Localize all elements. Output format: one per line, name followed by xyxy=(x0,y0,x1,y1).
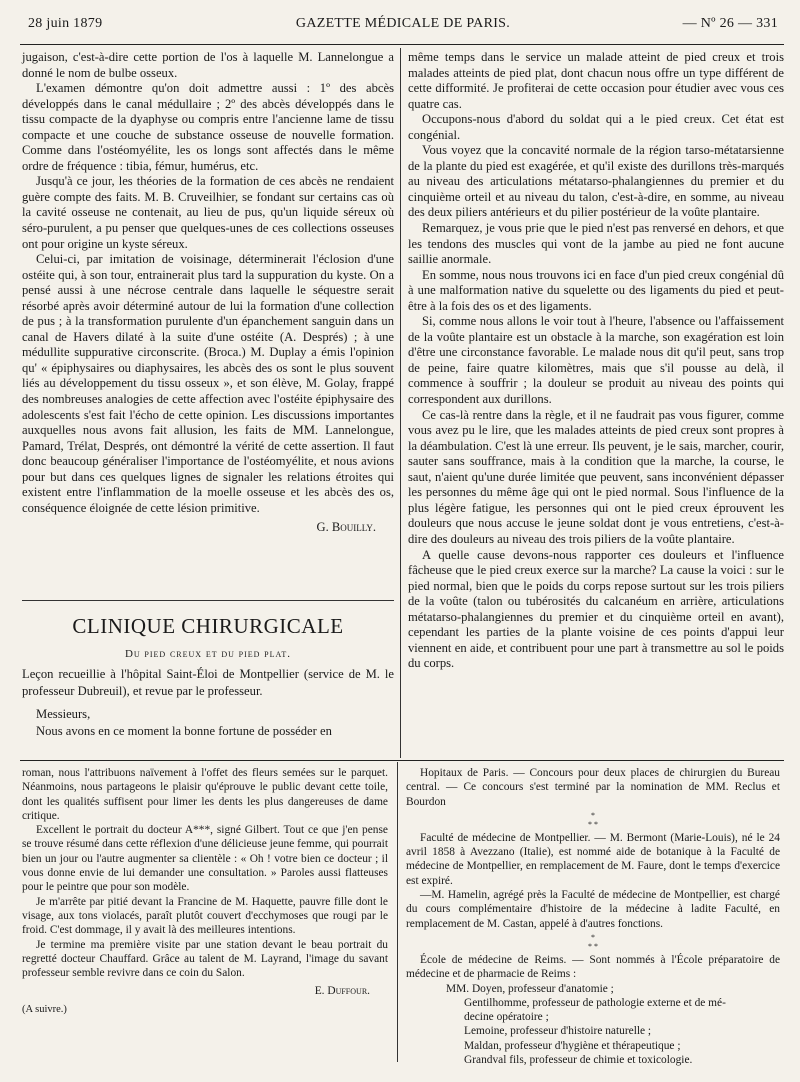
section-title: CLINIQUE CHIRURGICALE xyxy=(72,614,344,638)
paragraph: même temps dans le service un malade atteint de pied creux et trois malades atteints de pied plat, dont chacun nous offre un type différent de cette difformité. Je profiterai de cette occasion pour étudier avec vous ces quatre cas. xyxy=(408,50,784,111)
list-item: decine opératoire ; xyxy=(464,1011,549,1024)
paragraph: Si, comme nous allons le voir tout à l'heure, l'absence ou l'affaissement de la voûte plantaire est un obstacle à la marche, son exagération est loin d'être une circonstance favorable. Le malade nous dit qu'il peut, sans trop de peine, faire quatre kilomètres, mais que s'il pousse au delà, il commence à souffrir ; la douleur se produit au niveau des points qui correspondent aux durillons. xyxy=(408,314,784,407)
news-item: Hopitaux de Paris. — Concours pour deux places de chirurgien du Bureau central. — Ce concours s'est terminé par la nomination de MM. Reclus et Bourdon xyxy=(406,767,780,808)
column-rule xyxy=(397,762,398,1062)
news-item: —M. Hamelin, agrégé près la Faculté de médecine de Montpellier, est chargé du cours complémentaire d'histoire de la médecine à ladite Faculté, en remplacement de M. Castan, appelé à d'autres fonctions. xyxy=(406,889,780,930)
issue-date: 28 juin 1879 xyxy=(28,16,103,31)
section-subtitle: Du pied creux et du pied plat. xyxy=(124,648,292,660)
asterism: * * * xyxy=(588,932,598,951)
list-item: Gentilhomme, professeur de pathologie externe et de mé- xyxy=(464,996,726,1009)
paragraph: jugaison, c'est-à-dire cette portion de l'os à laquelle M. Lannelongue a donné le nom de bulbe osseux. xyxy=(22,50,394,80)
feuilleton-rule xyxy=(20,760,784,761)
header-rule xyxy=(20,44,784,45)
news-item: Faculté de médecine de Montpellier. — M. Bermont (Marie-Louis), né le 24 avril 1858 à Avezzano (Italie), est nommé aide de botanique à la Faculté de médecine de Montpellier, en remplacement de M. Faure, dont le temps d'exercice est expiré. xyxy=(406,831,780,887)
nominations-list xyxy=(406,982,780,1068)
paragraph: roman, nous l'attribuons naïvement à l'offet des fleurs semées sur le parquet. Néanmoins, nous partageons le plaisir qu'éprouve le public devant cette toile, dont les qualités suffisent pour limer les dents les plus dangereuses de dame critique. xyxy=(22,767,388,822)
paragraph: Nous avons en ce moment la bonne fortune de posséder en xyxy=(36,724,332,738)
paragraph: Occupons-nous d'abord du soldat qui a le pied creux. Cet état est congénial. xyxy=(408,112,784,142)
continuation-note: (A suivre.) xyxy=(22,1003,67,1015)
journal-title: GAZETTE MÉDICALE DE PARIS. xyxy=(295,16,511,31)
feuilleton-salon xyxy=(22,766,388,1017)
news-item: École de médecine de Reims. — Sont nommés à l'École préparatoire de médecine et de pharmacie de Reims : xyxy=(406,953,780,981)
article-osteomyelite xyxy=(22,50,394,536)
author-signature: E. Duffour. xyxy=(314,985,370,998)
author-signature: G. Bouilly. xyxy=(316,520,376,535)
paragraph: Je termine ma première visite par une station devant le beau portrait du regretté docteur Chauffard. Grâce au talent de M. Layrand, l'image du savant professeur semble revivre dans ce coin du Salon. xyxy=(22,938,388,980)
asterism: * * * xyxy=(588,810,598,829)
paragraph: En somme, nous nous trouvons ici en face d'un pied creux congénial dû à une malformation native du squelette ou des ligaments du pied et peut-être à la fois des os et des ligaments. xyxy=(408,267,784,313)
list-item: Grandval fils, professeur de chimie et toxicologie. xyxy=(464,1054,693,1067)
salutation: Messieurs, xyxy=(36,707,91,721)
paragraph: Jusqu'à ce jour, les théories de la formation de ces abcès ne rendaient guère compte des faits. M. B. Cruveilhier, se fondant sur certains cas où la cavité osseuse ne contenait, au lieu de pus, qu'un liquide séreux où séro-purulent, a pu penser que quelques-unes de ces collections osseuses ont pour origine un kyste séreux. xyxy=(22,174,394,251)
paragraph: Excellent le portrait du docteur A***, signé Gilbert. Tout ce que j'en pense se trouve résumé dans cette réflexion d'une délicieuse jeune femme, qui pourrait bien un jour ou l'autre augmenter sa clientèle : « Oh ! votre bien ce docteur ; il vous donne envie de lui demander une consultation. » Paroles aussi flatteuses pour le peintre que pour son modèle. xyxy=(22,824,388,894)
lecture-note: Leçon recueillie à l'hôpital Saint-Éloi de Montpellier (service de M. le professeur Dubreuil), et revue par le professeur. xyxy=(22,667,394,698)
page-header xyxy=(28,16,778,38)
column-rule xyxy=(400,48,401,758)
paragraph: Vous voyez que la concavité normale de la région tarso-métatarsienne de la plante du pied est exagérée, et qu'il existe des durillons très-marqués au niveau des articulations métatarso-phalangiennes du premier et du cinquième orteil et au niveau du talon, c'est-à-dire, en somme, au niveau des deux piliers antérieurs et du pilier postérieur de la voûte plantaire. xyxy=(408,143,784,220)
page-number: — Nº 26 — 331 xyxy=(682,16,778,31)
clinique-intro xyxy=(22,666,394,740)
list-item: MM. Doyen, professeur d'anatomie ; xyxy=(446,982,614,995)
list-item: Lemoine, professeur d'histoire naturelle ; xyxy=(464,1025,652,1038)
article-pied-creux xyxy=(408,50,784,672)
paragraph: L'examen démontre qu'on doit admettre aussi : 1º des abcès développés dans le canal médullaire ; 2º des abcès développés dans le tissu compacte de la dyaphyse ou compris entre l'ancienne lame de tissu compacte et une couche de substance osseuse de nouvelle formation. Comme dans l'ostéomyélite, les os longs sont affectés dans le même ordre de fréquence : tibia, fémur, humérus, etc. xyxy=(22,81,394,173)
news-column xyxy=(406,766,780,1067)
list-item: Maldan, professeur d'hygiène et thérapeutique ; xyxy=(464,1039,681,1052)
paragraph: Remarquez, je vous prie que le pied n'est pas renversé en dehors, et que les tendons des muscles qui vont de la jambe au pied ne font aucune saillie anormale. xyxy=(408,221,784,267)
paragraph: A quelle cause devons-nous rapporter ces douleurs et l'influence fâcheuse que le pied creux exerce sur la marche? La cause la voici : sur le pied normal, bien que le poids du corps repose surtout sur les trois piliers de la voûte (talon ou tubérosités du calcanéum en arrière, articulations métatarso-phalangiennes du premier et du cinquième orteil en avant), cependant les parties de la plante voisine de ces points d'appui leur viennent en aide, et contribuent pour une part à transmettre au sol le poids du corps. xyxy=(408,547,784,671)
paragraph: Je m'arrête par pitié devant la Francine de M. Haquette, pauvre fille dont le visage, aux tons violacés, paraît plutôt couvert d'ecchymoses que rougi par le froid. C'est dommage, il y avait là des meilleures intentions. xyxy=(22,895,388,937)
paragraph: Celui-ci, par imitation de voisinage, déterminerait l'éclosion d'une ostéite qui, à son tour, entrainerait plus tard la suppuration du kyste. On a pensé aussi à une nécrose centrale dans laquelle le séquestre serait résorbé après avoir déterminé autour de lui la formation d'une collection de pus ; à la transformation purulente d'un épanchement sanguin dans un canal de Havers dilaté à la suite d'une ostéite (A. Després) ; à une médullite suppurative circonscrite. (Broca.) M. Duplay a émis l'opinion qu' « épiphysaires ou diaphysaires, les abcès des os sont le plus souvent liés au développement du tissu osseux », et son élève, M. Golay, frappé des nombreuses analogies de cette affection avec l'ostéite épiphysaire des adolescents s'est fait l'écho de cette opinion. Les discussions importantes auxquelles nous avons fait allusion, les faits de MM. Lannelongue, Pamard, Trélat, Després, ont démontré la vérité de cette assertion. Il faut donc beaucoup généraliser l'importance de l'ostéomyélite, et nous avions pour but dans ces quelques lignes de signaler les relations étroites qui existent entre l'inflammation de la moelle osseuse et les abcès des os, conséquence éloignée de cette lésion primitive. xyxy=(22,252,394,515)
section-divider xyxy=(22,600,394,601)
paragraph: Ce cas-là rentre dans la règle, et il ne faudrait pas vous figurer, comme vous avez pu le lire, que les malades atteints de pied creux sont propres à la déambulation. C'est là une erreur. Ils peuvent, je le sais, marcher, courir, sauter sans souffrance, mais à la condition que la marche, la course, le saut, n'aient qu'une durée limitée que peuvent, sans inconvénient dépasser les personnes du même âge qui ont le pied normal. Sous l'influence de la plus légère fatigue, les personnes qui ont le pied creux éprouvent les douleurs que nous accuse le jeune soldat dont je vous entretiens, c'est-à-dire des douleurs au niveau des trois piliers de la voûte plantaire. xyxy=(408,407,784,546)
